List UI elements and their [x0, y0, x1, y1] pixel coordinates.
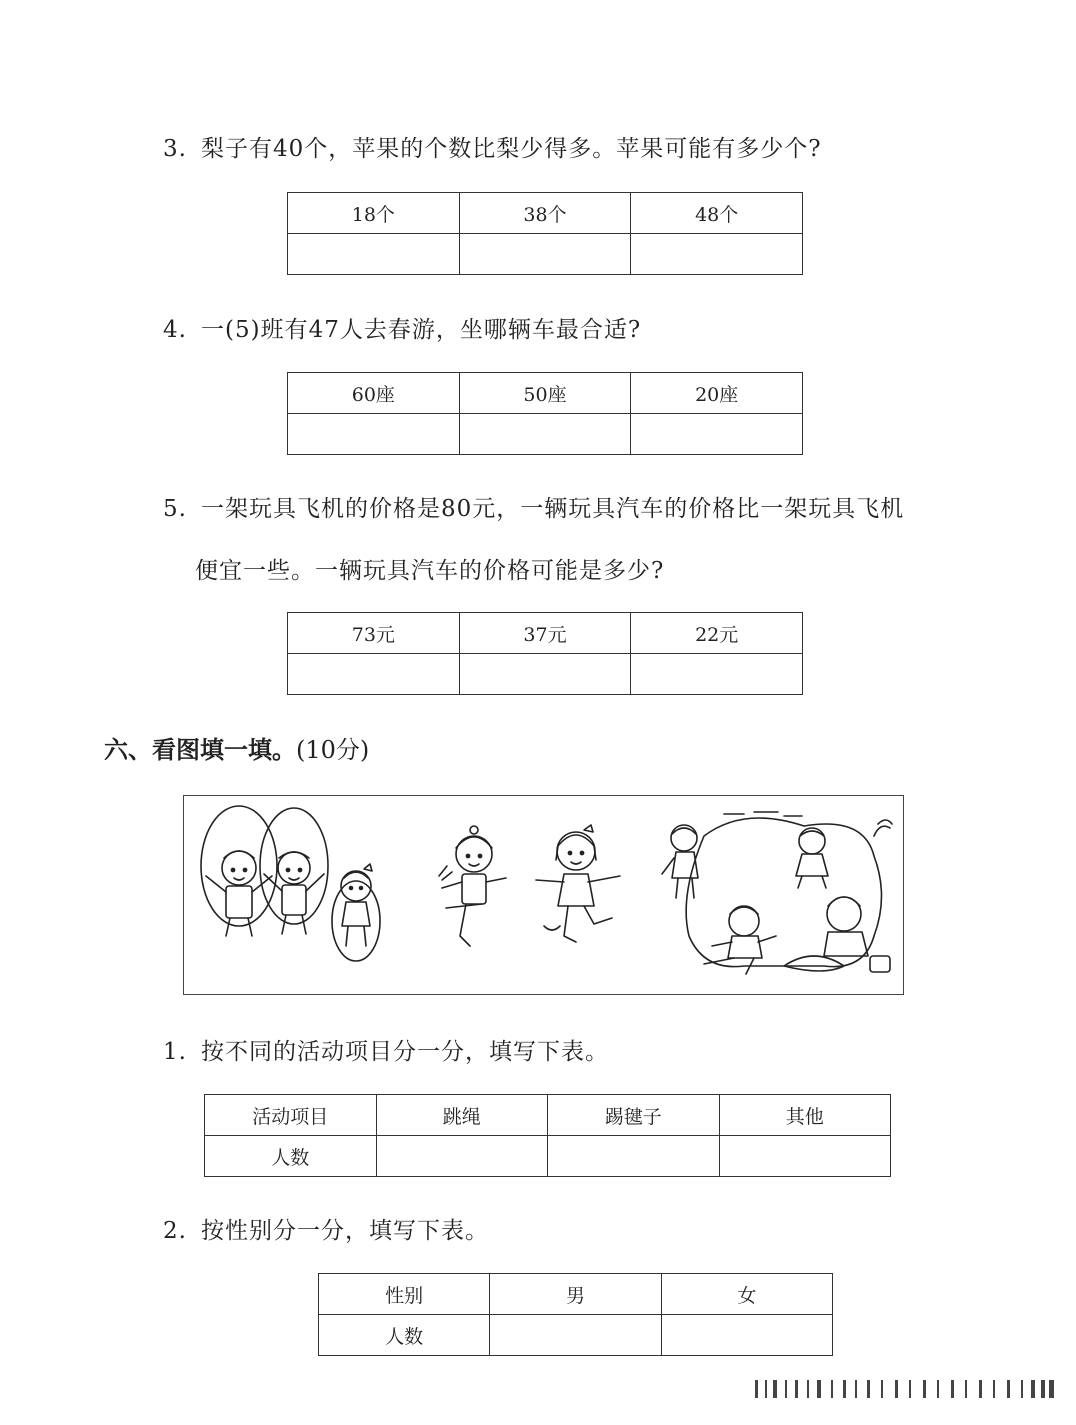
answer-cell[interactable]	[631, 654, 803, 695]
activity-table	[204, 1094, 891, 1177]
answer-cell[interactable]	[288, 234, 460, 275]
answer-cell[interactable]	[490, 1315, 661, 1356]
task-1	[163, 1033, 609, 1066]
options-table-q3	[287, 192, 803, 275]
option-label: 60座	[288, 373, 460, 414]
question-text: 一(5)班有47人去春游，坐哪辆车最合适?	[201, 317, 642, 343]
section-score: (10分)	[296, 736, 370, 764]
answer-cell[interactable]	[631, 414, 803, 455]
option-label: 38个	[459, 193, 631, 234]
header-cell: 性别	[319, 1274, 490, 1315]
answer-cell[interactable]	[459, 414, 631, 455]
answer-cell[interactable]	[376, 1136, 548, 1177]
children-activity-illustration	[183, 795, 904, 995]
option-label: 50座	[459, 373, 631, 414]
option-label: 20座	[631, 373, 803, 414]
header-cell: 踢毽子	[548, 1095, 720, 1136]
options-table-q4	[287, 372, 803, 455]
option-label: 73元	[288, 613, 460, 654]
option-label: 37元	[459, 613, 631, 654]
question-number: 4.	[163, 317, 187, 343]
answer-cell[interactable]	[459, 234, 631, 275]
section-heading	[104, 730, 369, 765]
other-activities-children-illustration	[662, 812, 892, 974]
answer-cell[interactable]	[288, 414, 460, 455]
row-label: 人数	[205, 1136, 377, 1177]
task-number: 1.	[163, 1039, 187, 1065]
answer-cell[interactable]	[631, 234, 803, 275]
task-2	[163, 1212, 489, 1245]
task-text: 按不同的活动项目分一分，填写下表。	[201, 1039, 609, 1065]
header-cell: 跳绳	[376, 1095, 548, 1136]
section-title: 六、看图填一填。	[104, 736, 296, 764]
question-number: 5.	[163, 496, 187, 522]
header-cell: 活动项目	[205, 1095, 377, 1136]
answer-cell[interactable]	[288, 654, 460, 695]
question-3	[163, 130, 822, 163]
question-5	[163, 490, 904, 523]
header-cell: 其他	[719, 1095, 891, 1136]
answer-cell[interactable]	[719, 1136, 891, 1177]
question-text: 梨子有40个，苹果的个数比梨少得多。苹果可能有多少个?	[201, 136, 822, 162]
question-number: 3.	[163, 136, 187, 162]
row-label: 人数	[319, 1315, 490, 1356]
gender-table	[318, 1273, 833, 1356]
option-label: 22元	[631, 613, 803, 654]
question-text-line2: 便宜一些。一辆玩具汽车的价格可能是多少?	[195, 558, 665, 584]
shuttlecock-kicking-children-illustration	[439, 825, 620, 946]
option-label: 48个	[631, 193, 803, 234]
task-number: 2.	[163, 1218, 187, 1244]
rope-jumping-children-illustration	[201, 806, 380, 961]
barcode-strip	[755, 1378, 1055, 1400]
header-cell: 女	[661, 1274, 832, 1315]
answer-cell[interactable]	[459, 654, 631, 695]
task-text: 按性别分一分，填写下表。	[201, 1218, 489, 1244]
header-cell: 男	[490, 1274, 661, 1315]
answer-cell[interactable]	[548, 1136, 720, 1177]
options-table-q5	[287, 612, 803, 695]
question-text-line1: 一架玩具飞机的价格是80元，一辆玩具汽车的价格比一架玩具飞机	[201, 496, 905, 522]
option-label: 18个	[288, 193, 460, 234]
question-4	[163, 311, 641, 344]
answer-cell[interactable]	[661, 1315, 832, 1356]
question-5-continued	[195, 552, 664, 585]
